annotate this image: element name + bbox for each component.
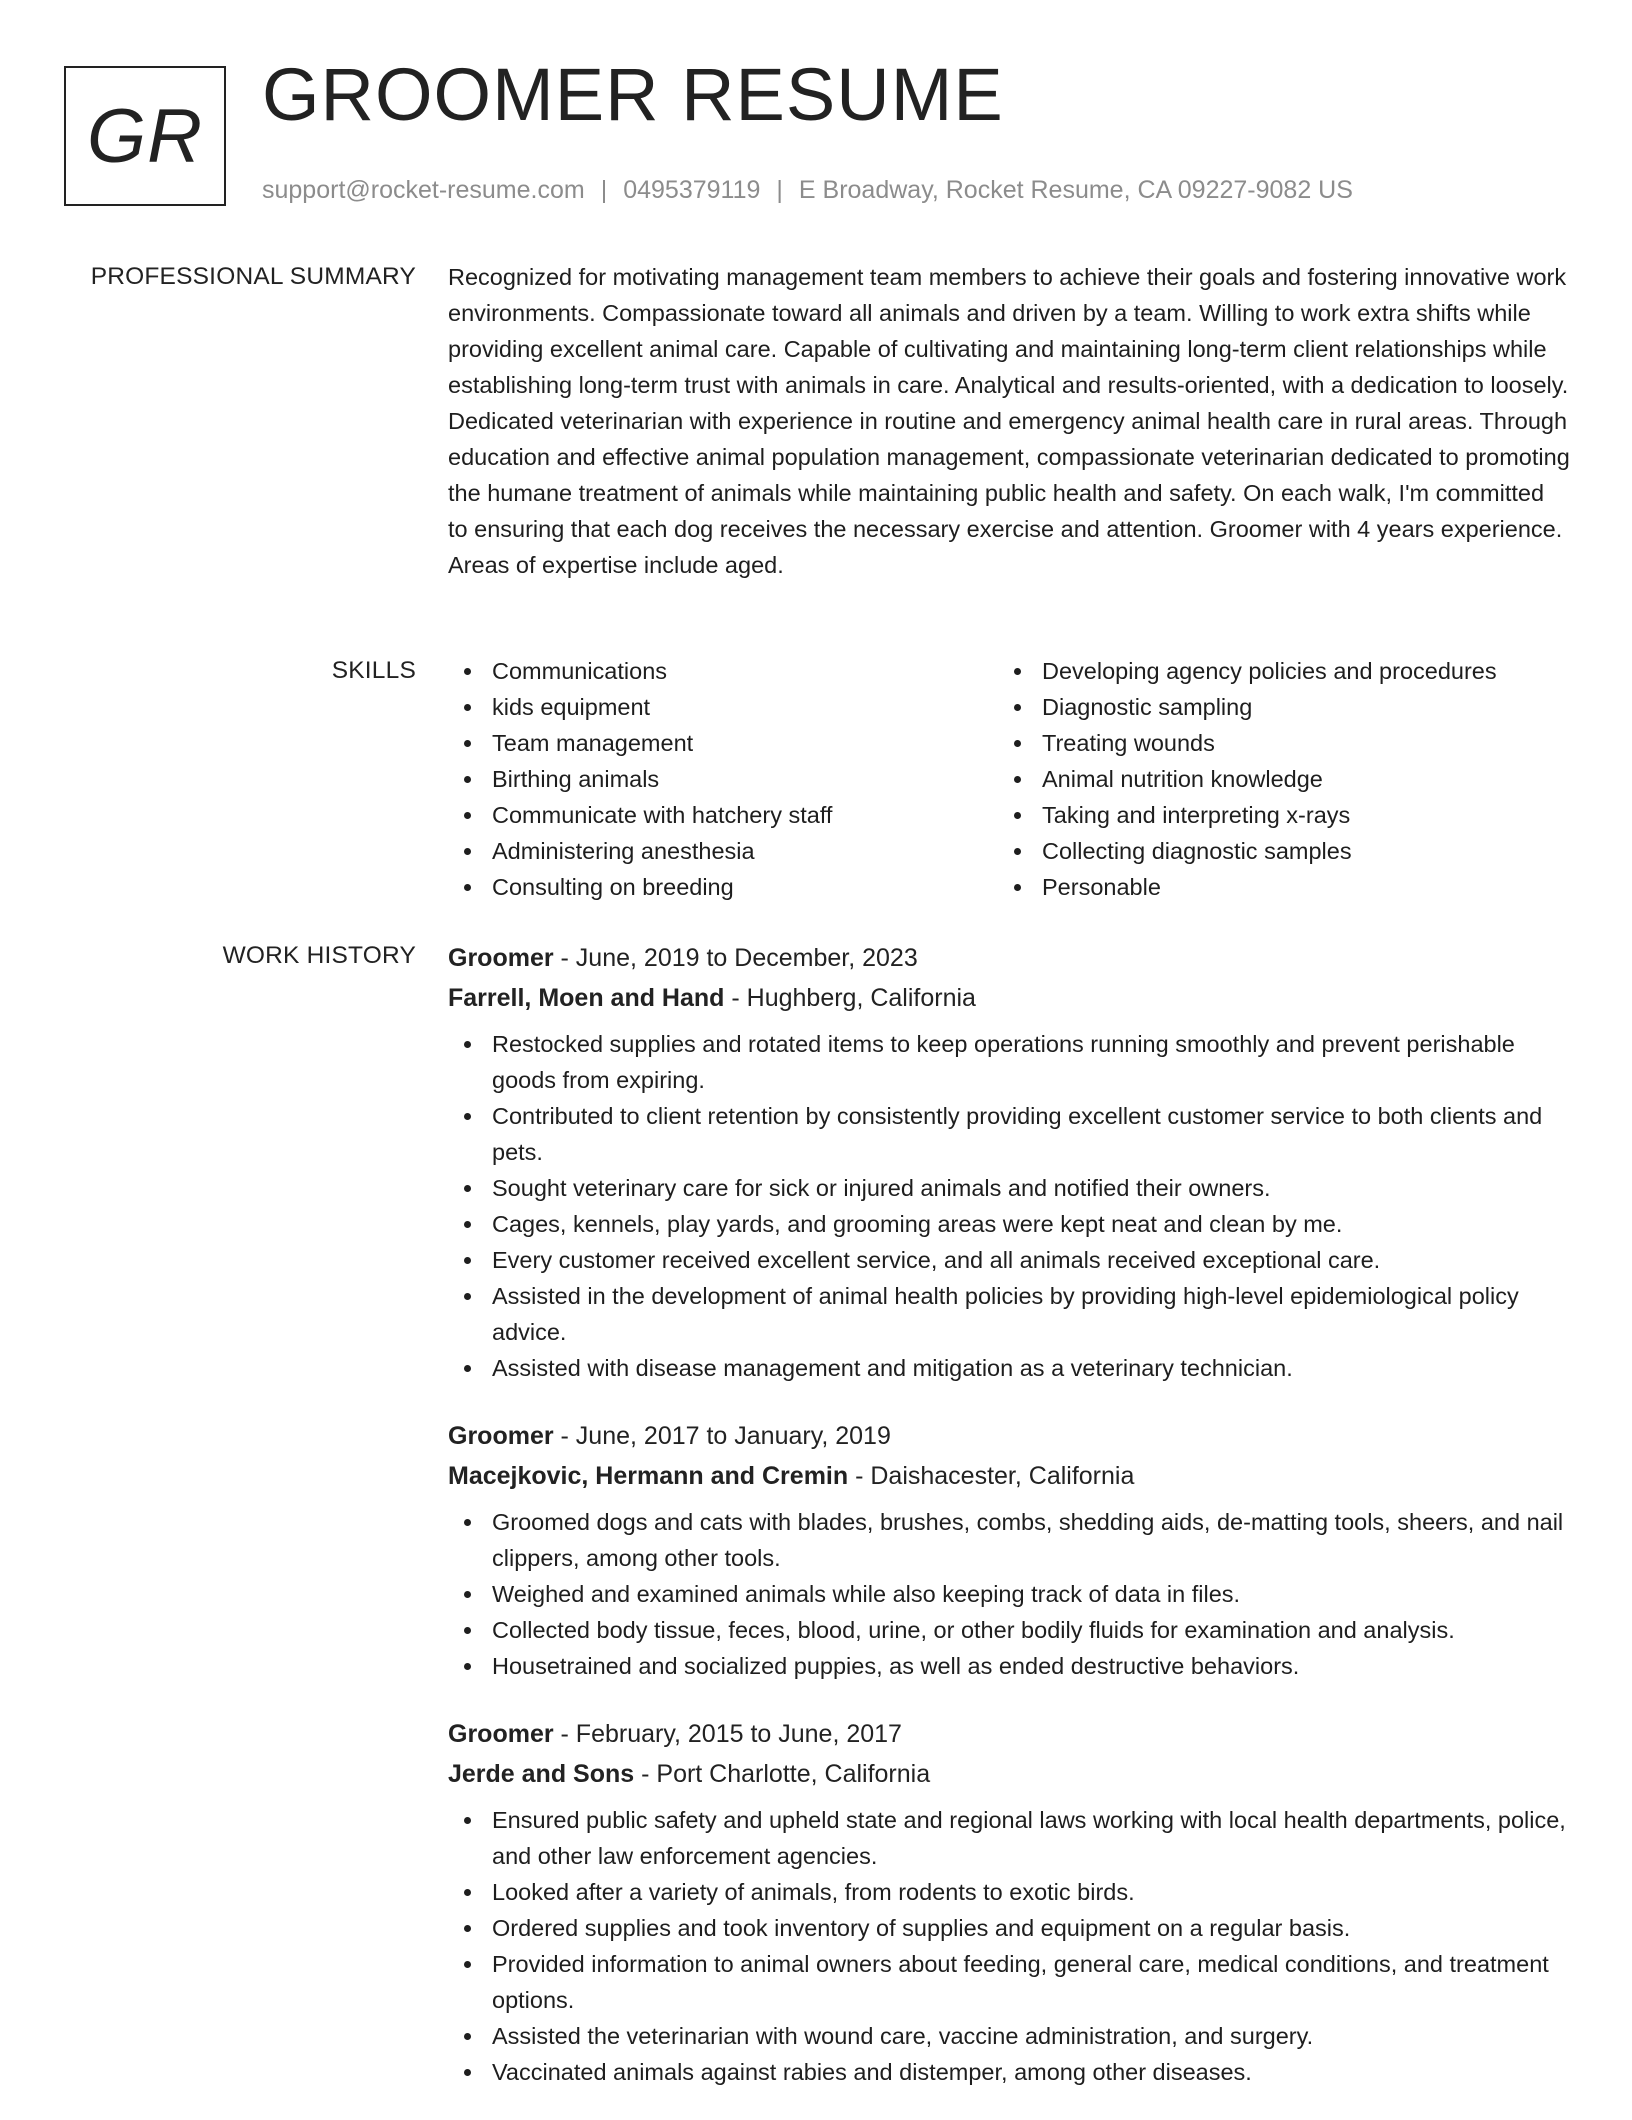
duty-item: Looked after a variety of animals, from rodents to exotic birds.	[448, 1874, 1570, 1910]
skill-item: Personable	[998, 869, 1548, 905]
duty-item: Groomed dogs and cats with blades, brushes, combs, shedding aids, de-matting tools, sheers, and nail clippers, among other tools.	[448, 1504, 1570, 1576]
skill-item: Taking and interpreting x-rays	[998, 797, 1548, 833]
skill-item: kids equipment	[448, 689, 998, 725]
skills-heading: SKILLS	[331, 657, 416, 684]
work-history-heading: WORK HISTORY	[222, 942, 416, 969]
job-dates: - June, 2019 to December, 2023	[553, 944, 918, 972]
job-title-line	[448, 938, 1570, 978]
job-dates: - February, 2015 to June, 2017	[553, 1720, 902, 1748]
skills-list	[448, 653, 1570, 905]
job-duties-list	[448, 1504, 1570, 1684]
skill-item: Communications	[448, 653, 998, 689]
skill-item: Birthing animals	[448, 761, 998, 797]
skill-item: Diagnostic sampling	[998, 689, 1548, 725]
monogram-box	[64, 66, 226, 206]
duty-item: Vaccinated animals against rabies and distemper, among other diseases.	[448, 2054, 1570, 2090]
contact-address: E Broadway, Rocket Resume, CA 09227-9082 US	[798, 176, 1353, 204]
duty-item: Provided information to animal owners about feeding, general care, medical conditions, and treatment options.	[448, 1946, 1570, 2018]
job-title-line	[448, 1416, 1570, 1456]
duty-item: Collected body tissue, feces, blood, urine, or other bodily fluids for examination and analysis.	[448, 1612, 1570, 1648]
skill-item: Developing agency policies and procedures	[998, 653, 1548, 689]
contact-email: support@rocket-resume.com	[262, 176, 585, 204]
job-entry	[448, 1416, 1570, 1684]
duty-item: Ensured public safety and upheld state and regional laws working with local health departments, police, and other law enforcement agencies.	[448, 1802, 1570, 1874]
summary-text: Recognized for motivating management team members to achieve their goals and fostering innovative work environments. Compassionate toward all animals and driven by a team. Willing to work extra shifts while providing excellent animal care. Capable of cultivating and maintaining long-term client relationships while establishing long-term trust with animals in care. Analytical and results-oriented, with a dedication to loosely. Dedicated veterinarian with experience in routine and emergency animal health care in rural areas. Through education and effective animal population management, compassionate veterinarian dedicated to promoting the humane treatment of animals while maintaining public health and safety. On each walk, I'm committed to ensuring that each dog receives the necessary exercise and attention. Groomer with 4 years experience. Areas of expertise include aged.	[448, 264, 1570, 578]
duty-item: Ordered supplies and took inventory of supplies and equipment on a regular basis.	[448, 1910, 1570, 1946]
job-company-line	[448, 1456, 1570, 1496]
job-title: Groomer	[448, 944, 554, 972]
job-company: Jerde and Sons	[448, 1760, 635, 1788]
summary-heading: PROFESSIONAL SUMMARY	[90, 263, 416, 290]
resume-title: GROOMER RESUME	[262, 53, 1004, 136]
job-company-line	[448, 978, 1570, 1018]
duty-item: Every customer received excellent service, and all animals received exceptional care.	[448, 1242, 1570, 1278]
duty-item: Assisted with disease management and mitigation as a veterinary technician.	[448, 1350, 1570, 1386]
job-entry	[448, 938, 1570, 1386]
skill-item: Animal nutrition knowledge	[998, 761, 1548, 797]
job-title: Groomer	[448, 1720, 554, 1748]
job-duties-list	[448, 1026, 1570, 1386]
duty-item: Assisted the veterinarian with wound care, vaccine administration, and surgery.	[448, 2018, 1570, 2054]
skills-body	[448, 653, 1570, 905]
skill-item: Team management	[448, 725, 998, 761]
duty-item: Sought veterinary care for sick or injured animals and notified their owners.	[448, 1170, 1570, 1206]
duty-item: Weighed and examined animals while also keeping track of data in files.	[448, 1576, 1570, 1612]
job-dates: - June, 2017 to January, 2019	[553, 1422, 891, 1450]
skill-item: Treating wounds	[998, 725, 1548, 761]
duty-item: Housetrained and socialized puppies, as well as ended destructive behaviors.	[448, 1648, 1570, 1684]
duty-item: Restocked supplies and rotated items to keep operations running smoothly and prevent perishable goods from expiring.	[448, 1026, 1570, 1098]
work-history-body	[448, 938, 1570, 2120]
skill-item: Communicate with hatchery staff	[448, 797, 998, 833]
monogram-initials: GR	[87, 93, 203, 179]
job-title-line	[448, 1714, 1570, 1754]
contact-separator: |	[600, 176, 608, 204]
skill-item: Administering anesthesia	[448, 833, 998, 869]
job-location: - Hughberg, California	[724, 984, 976, 1012]
skill-item: Collecting diagnostic samples	[998, 833, 1548, 869]
job-location: - Port Charlotte, California	[634, 1760, 931, 1788]
job-entry	[448, 1714, 1570, 2090]
duty-item: Cages, kennels, play yards, and grooming areas were kept neat and clean by me.	[448, 1206, 1570, 1242]
duty-item: Assisted in the development of animal health policies by providing high-level epidemiological policy advice.	[448, 1278, 1570, 1350]
job-duties-list	[448, 1802, 1570, 2090]
contact-separator: |	[776, 176, 783, 204]
job-title: Groomer	[448, 1422, 554, 1450]
job-company: Farrell, Moen and Hand	[448, 984, 725, 1012]
duty-item: Contributed to client retention by consistently providing excellent customer service to both clients and pets.	[448, 1098, 1570, 1170]
contact-phone: 0495379119	[623, 176, 761, 204]
job-company: Macejkovic, Hermann and Cremin	[448, 1462, 849, 1490]
skill-item: Consulting on breeding	[448, 869, 998, 905]
job-company-line	[448, 1754, 1570, 1794]
summary-body	[448, 259, 1570, 583]
job-location: - Daishacester, California	[848, 1462, 1135, 1490]
contact-line	[262, 176, 1353, 205]
